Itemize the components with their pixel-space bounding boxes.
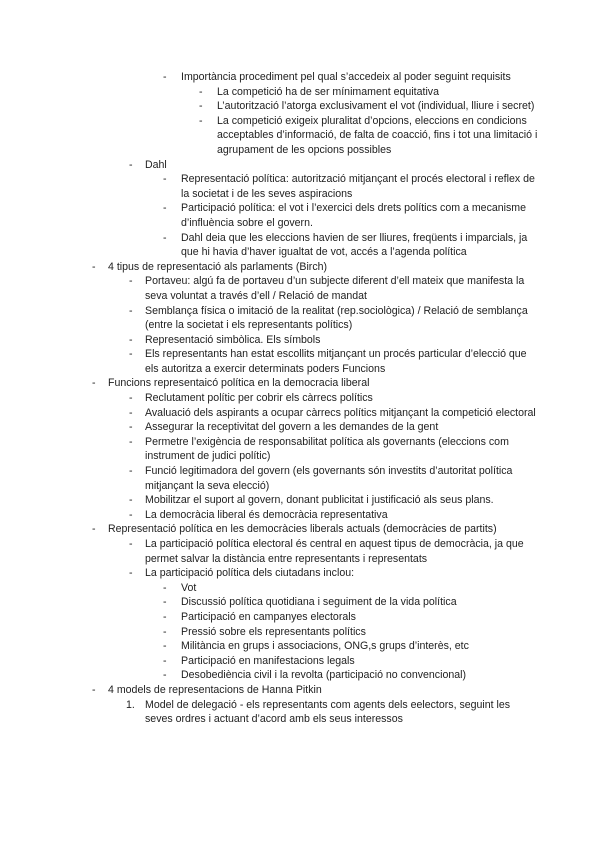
list-item xyxy=(0,99,600,114)
list-item-text: Discussió política quotidiana i seguiment de la vida política xyxy=(181,596,457,609)
list-item xyxy=(0,566,600,581)
list-item xyxy=(0,172,600,201)
list-item-text: Participació en campanyes electorals xyxy=(181,610,356,623)
list-item xyxy=(0,508,600,523)
bullet-dash: - xyxy=(163,654,167,667)
list-item xyxy=(0,376,600,391)
bullet-dash: - xyxy=(163,625,167,638)
list-item-text: Els representants han estat escollits mitjançant un procés particular d’elecció que els autoritza a exercir determinats poders Funcions xyxy=(145,348,527,375)
list-item xyxy=(0,274,600,303)
list-item-text: La democràcia liberal és democràcia representativa xyxy=(145,508,388,521)
bullet-dash: - xyxy=(129,406,133,419)
list-item-text: 4 tipus de representació als parlaments (Birch) xyxy=(108,260,328,273)
list-item-text: Model de delegació - els representants com agents dels eelectors, seguint les seves ordres i actuant d’acord amb els seus interessos xyxy=(145,698,511,726)
list-item-text: Semblança física o imitació de la realitat (rep.sociològica) / Relació de semblança (entre la societat i els representants polítics) xyxy=(145,304,528,332)
list-item xyxy=(0,70,600,85)
list-item xyxy=(0,420,600,435)
bullet-dash: - xyxy=(129,304,133,317)
bullet-dash: - xyxy=(92,260,96,273)
list-item-text: Reclutament polític per cobrir els càrrecs polítics xyxy=(145,392,373,405)
list-item xyxy=(0,158,600,173)
list-item-text: Importància procediment pel qual s’accedeix al poder seguint requisits xyxy=(181,71,511,83)
list-item-text: L’autorització l’atorga exclusivament el vot (individual, lliure i secret) xyxy=(217,100,535,113)
bullet-dash: - xyxy=(92,523,96,536)
bullet-dash: - xyxy=(199,100,203,113)
list-item xyxy=(0,668,600,683)
numbered-list-item xyxy=(0,698,600,727)
bullet-dash: - xyxy=(129,348,133,361)
list-item xyxy=(0,333,600,348)
bullet-dash: - xyxy=(163,669,167,682)
bullet-dash: - xyxy=(129,567,133,580)
list-number: 1. xyxy=(126,698,135,711)
list-item xyxy=(0,493,600,508)
list-item-text: Representació simbòlica. Els símbols xyxy=(145,333,321,346)
bullet-dash: - xyxy=(129,333,133,346)
list-item xyxy=(0,595,600,610)
bullet-dash: - xyxy=(199,85,203,98)
list-item-text: 4 models de representacions de Hanna Pitkin xyxy=(108,683,322,696)
list-item xyxy=(0,639,600,654)
list-item xyxy=(0,304,600,333)
bullet-dash: - xyxy=(129,465,133,478)
bullet-dash: - xyxy=(129,508,133,521)
list-item-text: La participació política dels ciutadans inclou: xyxy=(145,567,355,580)
outline-list xyxy=(0,70,600,727)
list-item-text: Mobilitzar el suport al govern, donant publicitat i justificació als seus plans. xyxy=(145,494,494,507)
bullet-dash: - xyxy=(163,596,167,609)
list-item-text: La competició ha de ser mínimament equitativa xyxy=(217,85,439,98)
bullet-dash: - xyxy=(129,392,133,405)
list-item-text: Dahl xyxy=(145,158,167,171)
bullet-dash: - xyxy=(163,71,167,83)
bullet-dash: - xyxy=(129,275,133,288)
bullet-dash: - xyxy=(129,494,133,507)
bullet-dash: - xyxy=(129,538,133,550)
list-item xyxy=(0,435,600,464)
list-item-text: Militància en grups i associacions, ONG,s grups d’interès, etc xyxy=(181,640,469,653)
list-item-text: Funcions representaicó política en la democracia liberal xyxy=(108,377,370,390)
list-item-text: Assegurar la receptivitat del govern a les demandes de la gent xyxy=(145,421,439,434)
list-item xyxy=(0,114,600,158)
list-item xyxy=(0,85,600,100)
list-item xyxy=(0,406,600,421)
list-item-text: La competició exigeix pluralitat d’opcions, eleccions en condicions acceptables d’informació, de falta de coacció, fins i tot una limitació i agrupament de les opcions possibles xyxy=(217,114,538,156)
bullet-dash: - xyxy=(163,610,167,623)
list-item-text: Dahl deia que les eleccions havien de ser lliures, freqüents i imparcials, ja que hi havia d’haver igualtat de vot, accés a l’agenda política xyxy=(181,231,528,259)
list-item xyxy=(0,683,600,698)
list-item xyxy=(0,522,600,537)
list-item-text: Funció legitimadora del govern (els governants són investits d’autoritat política mitjançant la seva elecció) xyxy=(145,465,513,492)
list-item xyxy=(0,654,600,669)
bullet-dash: - xyxy=(129,421,133,434)
list-item xyxy=(0,625,600,640)
list-item-text: Participació política: el vot i l’exercici dels drets polítics com a mecanisme d’influència sobre el govern. xyxy=(181,202,527,229)
list-item-text: Avaluació dels aspirants a ocupar càrrecs polítics mitjançant la competició electoral xyxy=(145,406,536,419)
list-item-text: Participació en manifestacions legals xyxy=(181,654,355,667)
bullet-dash: - xyxy=(92,683,96,696)
bullet-dash: - xyxy=(163,640,167,653)
bullet-dash: - xyxy=(163,231,167,244)
bullet-dash: - xyxy=(163,202,167,215)
list-item xyxy=(0,581,600,596)
list-item xyxy=(0,347,600,376)
bullet-dash: - xyxy=(92,377,96,390)
list-item-text: La participació política electoral és central en aquest tipus de democràcia, ja que permet salvar la distància entre representants i representats xyxy=(145,538,524,565)
list-item-text: Permetre l’exigència de responsabilitat política als governants (eleccions com instrument de judici polític) xyxy=(145,435,509,463)
list-item-text: Portaveu: algú fa de portaveu d’un subjecte diferent d’ell mateix que manifesta la seva voluntat a través d’ell / Relació de mandat xyxy=(145,275,525,302)
list-item xyxy=(0,610,600,625)
list-item xyxy=(0,231,600,260)
list-item xyxy=(0,201,600,230)
list-item-text: Pressió sobre els representants polítics xyxy=(181,625,366,638)
bullet-dash: - xyxy=(163,581,167,594)
bullet-dash: - xyxy=(199,114,203,127)
list-item xyxy=(0,537,600,566)
list-item-text: Representació política: autorització mitjançant el procés electoral i reflex de la societat i de les seves aspiracions xyxy=(181,173,535,200)
list-item-text: Vot xyxy=(181,581,197,594)
list-item xyxy=(0,464,600,493)
list-item-text: Desobediència civil i la revolta (participació no convencional) xyxy=(181,669,467,682)
list-item xyxy=(0,260,600,275)
list-item xyxy=(0,391,600,406)
list-item-text: Representació política en les democràcies liberals actuals (democràcies de partits) xyxy=(108,523,497,536)
bullet-dash: - xyxy=(129,158,133,171)
bullet-dash: - xyxy=(163,173,167,186)
bullet-dash: - xyxy=(129,435,133,448)
